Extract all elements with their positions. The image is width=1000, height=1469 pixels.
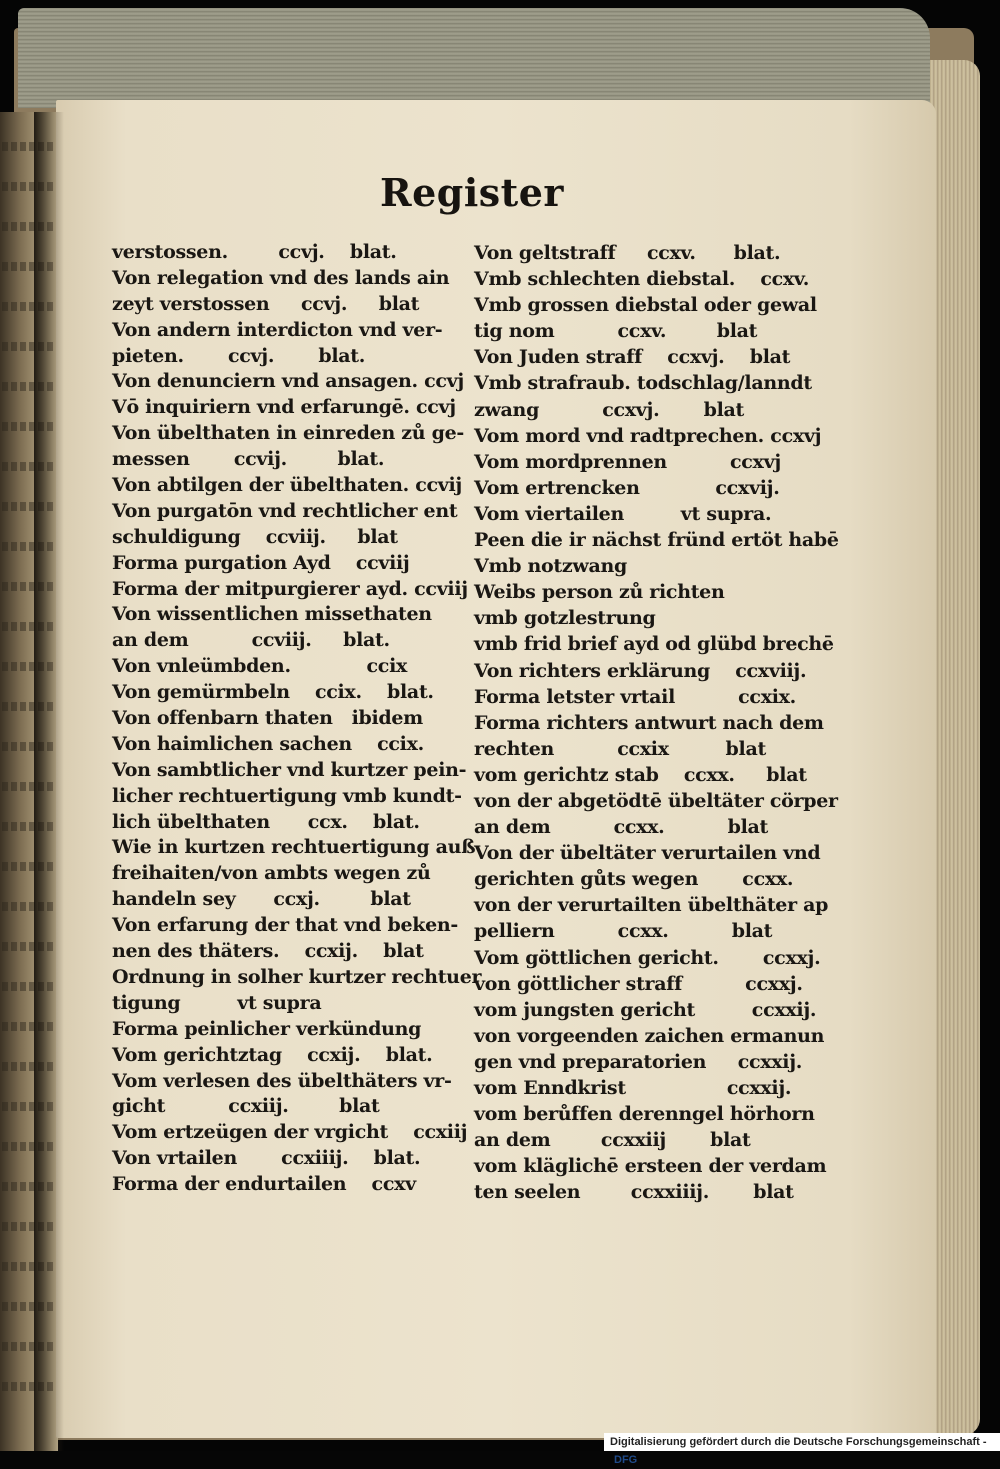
register-entry: ten seelen ccxxiiij. blat <box>474 1181 794 1204</box>
register-entry: Von geltstraff ccxv. blat. <box>474 242 781 264</box>
register-entry: Forma peinlicher verkündung <box>112 1017 422 1040</box>
register-entry: Vom ertrencken ccxvij. <box>474 476 780 499</box>
register-entry: Von andern interdicton vnd ver- <box>112 318 443 341</box>
register-entry: Vom gerichtztag ccxij. blat. <box>112 1043 433 1066</box>
register-column-left <box>112 240 481 1198</box>
register-entry: Von vnleümbden. ccix <box>112 655 408 678</box>
register-entry: Ordnung in solher kurtzer rechtuer <box>112 965 482 988</box>
register-entry: Von sambtlicher vnd kurtzer pein- <box>112 758 467 781</box>
register-entry: an dem ccviij. blat. <box>112 629 390 652</box>
register-column-right <box>474 240 839 1205</box>
register-entry: vom gerichtz stab ccxx. blat <box>474 763 807 786</box>
register-entry: Vmb schlechten diebstal. ccxv. <box>474 268 810 291</box>
register-entry: nen des thäters. ccxij. blat <box>112 940 424 963</box>
register-entry: Forma letster vrtail ccxix. <box>474 685 796 708</box>
register-entry: an dem ccxxiij blat <box>474 1129 751 1152</box>
register-entry: zeyt verstossen ccvj. blat <box>112 292 420 315</box>
register-entry: Wie in kurtzen rechtuertigung auß <box>112 836 476 859</box>
register-entry: vom berůffen derenngel hörhorn <box>474 1103 815 1126</box>
register-entry: Forma richters antwurt nach dem <box>474 711 824 734</box>
register-entry: Von haimlichen sachen ccix. <box>112 732 424 755</box>
register-entry: pieten. ccvj. blat. <box>112 344 366 367</box>
register-entry: schuldigung ccviij. blat <box>112 525 398 548</box>
register-entry: Vmb grossen diebstal oder gewal <box>474 294 817 317</box>
register-entry: Von Juden straff ccxvj. blat <box>474 346 791 369</box>
register-entry: Von abtilgen der übelthaten. ccvij <box>112 474 462 497</box>
register-entry: von der abgetödtē übeltäter cörper <box>474 789 838 812</box>
register-entry: Vom mord vnd radtprechen. ccxvj <box>474 424 822 447</box>
register-entry: Von übelthaten in einreden zů ge- <box>112 422 464 445</box>
register-entry: Von offenbarn thaten ibidem <box>112 707 423 730</box>
register-entry: freihaiten/von ambts wegen zů <box>112 862 431 885</box>
register-entry: an dem ccxx. blat <box>474 816 769 839</box>
register-entry: Weibs person zů richten <box>474 581 725 604</box>
register-entry: von der verurtailten übelthäter ap <box>474 894 829 917</box>
register-entry: Vmb notzwang <box>474 555 627 578</box>
register-entry: Von der übeltäter verurtailen vnd <box>474 842 821 865</box>
page-edges-top <box>18 8 930 108</box>
register-entry: vom kläglichē ersteen der verdam <box>474 1155 827 1178</box>
page-edges-right <box>930 60 980 1435</box>
register-entry: Von richters erklärung ccxviij. <box>474 659 807 682</box>
page-title: Register <box>380 170 564 215</box>
register-entry: tigung vt supra <box>112 991 322 1014</box>
register-entry: vom Enndkrist ccxxij. <box>474 1077 792 1099</box>
register-entry: von vorgeenden zaichen ermanun <box>474 1024 825 1047</box>
register-entry: vmb frid brief ayd od glübd brechē <box>474 633 834 656</box>
register-entry: pelliern ccxx. blat <box>474 920 773 943</box>
register-entry: messen ccvij. blat. <box>112 448 385 471</box>
register-entry: tig nom ccxv. blat <box>474 320 758 343</box>
register-entry: Von vrtailen ccxiiij. blat. <box>112 1147 421 1170</box>
register-entry: verstossen. ccvj. blat. <box>112 241 397 263</box>
register-entry: Vom mordprennen ccxvj <box>474 450 781 473</box>
register-entry: Forma der mitpurgierer ayd. ccviij <box>112 577 468 600</box>
register-entry: lich übelthaten ccx. blat. <box>112 810 420 833</box>
binding-shadow <box>34 112 64 1451</box>
dfg-logo: DFG <box>614 1454 638 1466</box>
register-entry: vmb gotzlestrung <box>474 607 656 630</box>
register-entry: Von gemürmbeln ccix. blat. <box>112 681 434 704</box>
register-entry: zwang ccxvj. blat <box>474 398 744 421</box>
register-entry: Von relegation vnd des lands ain <box>112 266 450 289</box>
footer-text: Digitalisierung gefördert durch die Deutsche Forschungsgemeinschaft - <box>610 1436 987 1448</box>
register-entry: rechten ccxix blat <box>474 737 766 760</box>
register-entry: Vom göttlichen gericht. ccxxj. <box>474 946 821 969</box>
register-entry: gicht ccxiij. blat <box>112 1095 380 1118</box>
register-entry: Von purgatōn vnd rechtlicher ent <box>112 499 458 522</box>
register-entry: Forma purgation Ayd ccviij <box>112 551 410 574</box>
register-entry: Forma der endurtailen ccxv <box>112 1173 416 1196</box>
register-entry: gen vnd preparatorien ccxxij. <box>474 1050 803 1073</box>
register-entry: licher rechtuertigung vmb kundt- <box>112 784 462 807</box>
register-entry: gerichten gůts wegen ccxx. <box>474 868 794 891</box>
register-entry: Von erfarung der that vnd beken- <box>112 914 458 937</box>
register-entry: Vō inquiriern vnd erfarungē. ccvj <box>112 396 456 419</box>
register-entry: vom jungsten gericht ccxxij. <box>474 998 817 1021</box>
register-entry: Von denunciern vnd ansagen. ccvj <box>112 370 464 393</box>
register-entry: Vom viertailen vt supra. <box>474 502 772 525</box>
digitization-footer <box>604 1433 1000 1466</box>
register-entry: Von wissentlichen missethaten <box>112 603 432 626</box>
register-entry: Vmb strafraub. todschlag/lanndt <box>474 372 812 395</box>
register-entry: Vom ertzeügen der vrgicht ccxiij <box>112 1121 468 1144</box>
register-entry: handeln sey ccxj. blat <box>112 888 411 911</box>
register-entry: von göttlicher straff ccxxj. <box>474 972 803 995</box>
register-entry: Vom verlesen des übelthäters vr- <box>112 1069 452 1092</box>
register-entry: Peen die ir nächst fründ ertöt habē <box>474 529 839 552</box>
